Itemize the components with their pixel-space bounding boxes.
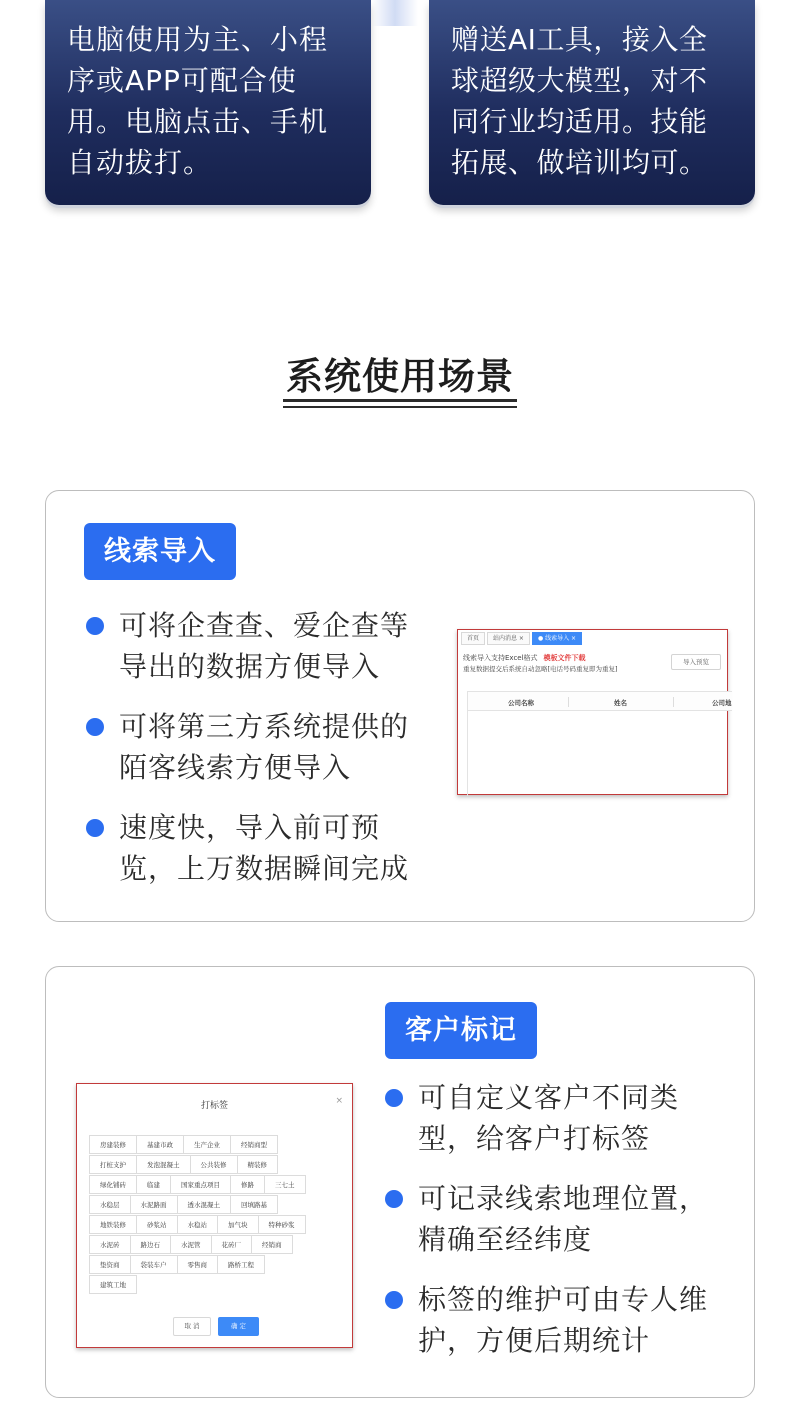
tab-bar — [461, 632, 582, 646]
tag-chip[interactable]: 路桥工程 — [217, 1255, 265, 1274]
chip-row — [89, 1195, 349, 1215]
bullet-dot-icon — [385, 1291, 403, 1309]
tag-chip[interactable]: 建筑工地 — [89, 1275, 137, 1294]
tag-chip[interactable]: 水稳站 — [177, 1215, 219, 1234]
tag-chip[interactable]: 国家重点项目 — [170, 1175, 231, 1194]
bullet-dot-icon — [385, 1190, 403, 1208]
import-preview-button[interactable]: 导入预览 — [671, 654, 721, 670]
list-item — [385, 1279, 735, 1361]
bullet-text: 可将第三方系统提供的 陌客线索方便导入 — [119, 710, 410, 784]
lead-import-screenshot — [457, 629, 732, 795]
confirm-button[interactable]: 确 定 — [218, 1317, 259, 1336]
tag-chip[interactable]: 透水混凝土 — [177, 1195, 232, 1214]
tab-home[interactable]: 首页 — [461, 632, 485, 645]
column-header: 公司地 — [712, 699, 732, 707]
tag-chip[interactable]: 零售商 — [177, 1255, 219, 1274]
tag-chip[interactable]: 三七土 — [264, 1175, 306, 1194]
tag-chip[interactable]: 袋装车户 — [130, 1255, 178, 1274]
customer-tag-tag: 客户标记 — [385, 1002, 537, 1059]
chip-row — [89, 1175, 349, 1195]
column-divider — [568, 697, 569, 707]
bullet-text: 可记录线索地理位置， 精确至经纬度 — [418, 1182, 709, 1256]
tag-chip[interactable]: 垫资商 — [89, 1255, 131, 1274]
tag-chip[interactable]: 精装修 — [237, 1155, 279, 1174]
list-item — [385, 1077, 735, 1159]
table-body — [467, 711, 732, 796]
template-download-link[interactable]: 模板文件下载 — [543, 654, 586, 662]
tab-messages[interactable]: 站内消息 × — [487, 632, 530, 645]
tag-chip[interactable]: 特种砂浆 — [258, 1215, 306, 1234]
lead-import-card — [45, 490, 755, 922]
lead-import-tag: 线索导入 — [84, 523, 236, 580]
dialog-title: 打标签 — [200, 1101, 228, 1111]
bullet-text: 速度快，导入前可预 览，上万数据瞬间完成 — [119, 811, 410, 885]
chip-row — [89, 1235, 349, 1255]
tag-chip[interactable]: 砂浆站 — [136, 1215, 178, 1234]
chip-row — [89, 1255, 349, 1275]
cancel-button[interactable]: 取 消 — [173, 1317, 211, 1336]
chip-row — [89, 1215, 349, 1235]
tag-chip[interactable]: 修路 — [230, 1175, 265, 1194]
bullet-text: 标签的维护可由专人维 护，方便后期统计 — [418, 1283, 709, 1357]
table-header — [467, 691, 732, 711]
lead-import-bullets — [86, 605, 436, 908]
tag-chip[interactable]: 房建装修 — [89, 1135, 137, 1154]
tag-chip[interactable]: 水泥砖 — [89, 1235, 131, 1254]
bullet-dot-icon — [385, 1089, 403, 1107]
customer-tag-bullets — [385, 1077, 735, 1380]
customer-tag-card — [45, 966, 755, 1398]
list-item — [86, 706, 436, 788]
import-format-text: 线索导入支持Excel格式 — [463, 654, 538, 662]
tab-lead-import[interactable]: ● 线索导入 × — [532, 632, 582, 645]
chip-row — [89, 1275, 349, 1295]
title-underline — [283, 406, 517, 408]
tag-chip[interactable]: 生产企业 — [183, 1135, 231, 1154]
tag-dialog-screenshot — [76, 1083, 353, 1348]
decorative-glow — [372, 0, 418, 26]
chip-row — [89, 1135, 349, 1155]
feature-card-computer-use — [45, 0, 371, 205]
list-item — [86, 605, 436, 687]
tag-chip[interactable]: 水泥路面 — [130, 1195, 178, 1214]
column-divider — [673, 697, 674, 707]
tag-chip[interactable]: 基建市政 — [136, 1135, 184, 1154]
tag-chip[interactable]: 加气块 — [217, 1215, 259, 1234]
column-header: 姓名 — [614, 699, 627, 707]
tag-chip-list — [89, 1135, 349, 1295]
tag-chip[interactable]: 打桩支护 — [89, 1155, 137, 1174]
title-underline — [283, 399, 517, 402]
tag-chip[interactable]: 水泥管 — [170, 1235, 212, 1254]
bullet-text: 可将企查查、爱企查等 导出的数据方便导入 — [119, 609, 410, 683]
import-hint — [463, 653, 586, 663]
bullet-dot-icon — [86, 819, 104, 837]
tag-chip[interactable]: 地铁装修 — [89, 1215, 137, 1234]
tag-chip[interactable]: 回填路基 — [230, 1195, 278, 1214]
chip-row — [89, 1155, 349, 1175]
bullet-text: 可自定义客户不同类 型，给客户打标签 — [418, 1081, 680, 1155]
list-item — [86, 807, 436, 889]
list-item — [385, 1178, 735, 1260]
tag-chip[interactable]: 花砖厂 — [211, 1235, 253, 1254]
tag-chip[interactable]: 公共装修 — [190, 1155, 238, 1174]
tag-chip[interactable]: 临建 — [136, 1175, 171, 1194]
bullet-dot-icon — [86, 617, 104, 635]
tag-chip[interactable]: 水稳层 — [89, 1195, 131, 1214]
feature-card-ai-tools — [429, 0, 755, 205]
bullet-dot-icon — [86, 718, 104, 736]
tag-chip[interactable]: 经销商型 — [230, 1135, 278, 1154]
duplicate-hint: 重复数据提交后系统自动忽略[电话号码重复即为重复] — [463, 665, 618, 673]
feature-text: 电脑使用为主、小程 序或APP可配合使 用。电脑点击、手机 自动拔打。 — [67, 23, 329, 179]
close-icon[interactable]: × — [335, 1096, 343, 1106]
section-title: 系统使用场景 — [286, 355, 514, 398]
tag-chip[interactable]: 经销商 — [251, 1235, 293, 1254]
tag-chip[interactable]: 绿化铺砖 — [89, 1175, 137, 1194]
feature-text: 赠送AI工具，接入全 球超级大模型，对不 同行业均适用。技能 拓展、做培训均可。 — [451, 23, 708, 179]
tag-chip[interactable]: 发泡混凝土 — [136, 1155, 191, 1174]
column-header: 公司名称 — [508, 699, 534, 707]
tag-chip[interactable]: 路边石 — [130, 1235, 172, 1254]
